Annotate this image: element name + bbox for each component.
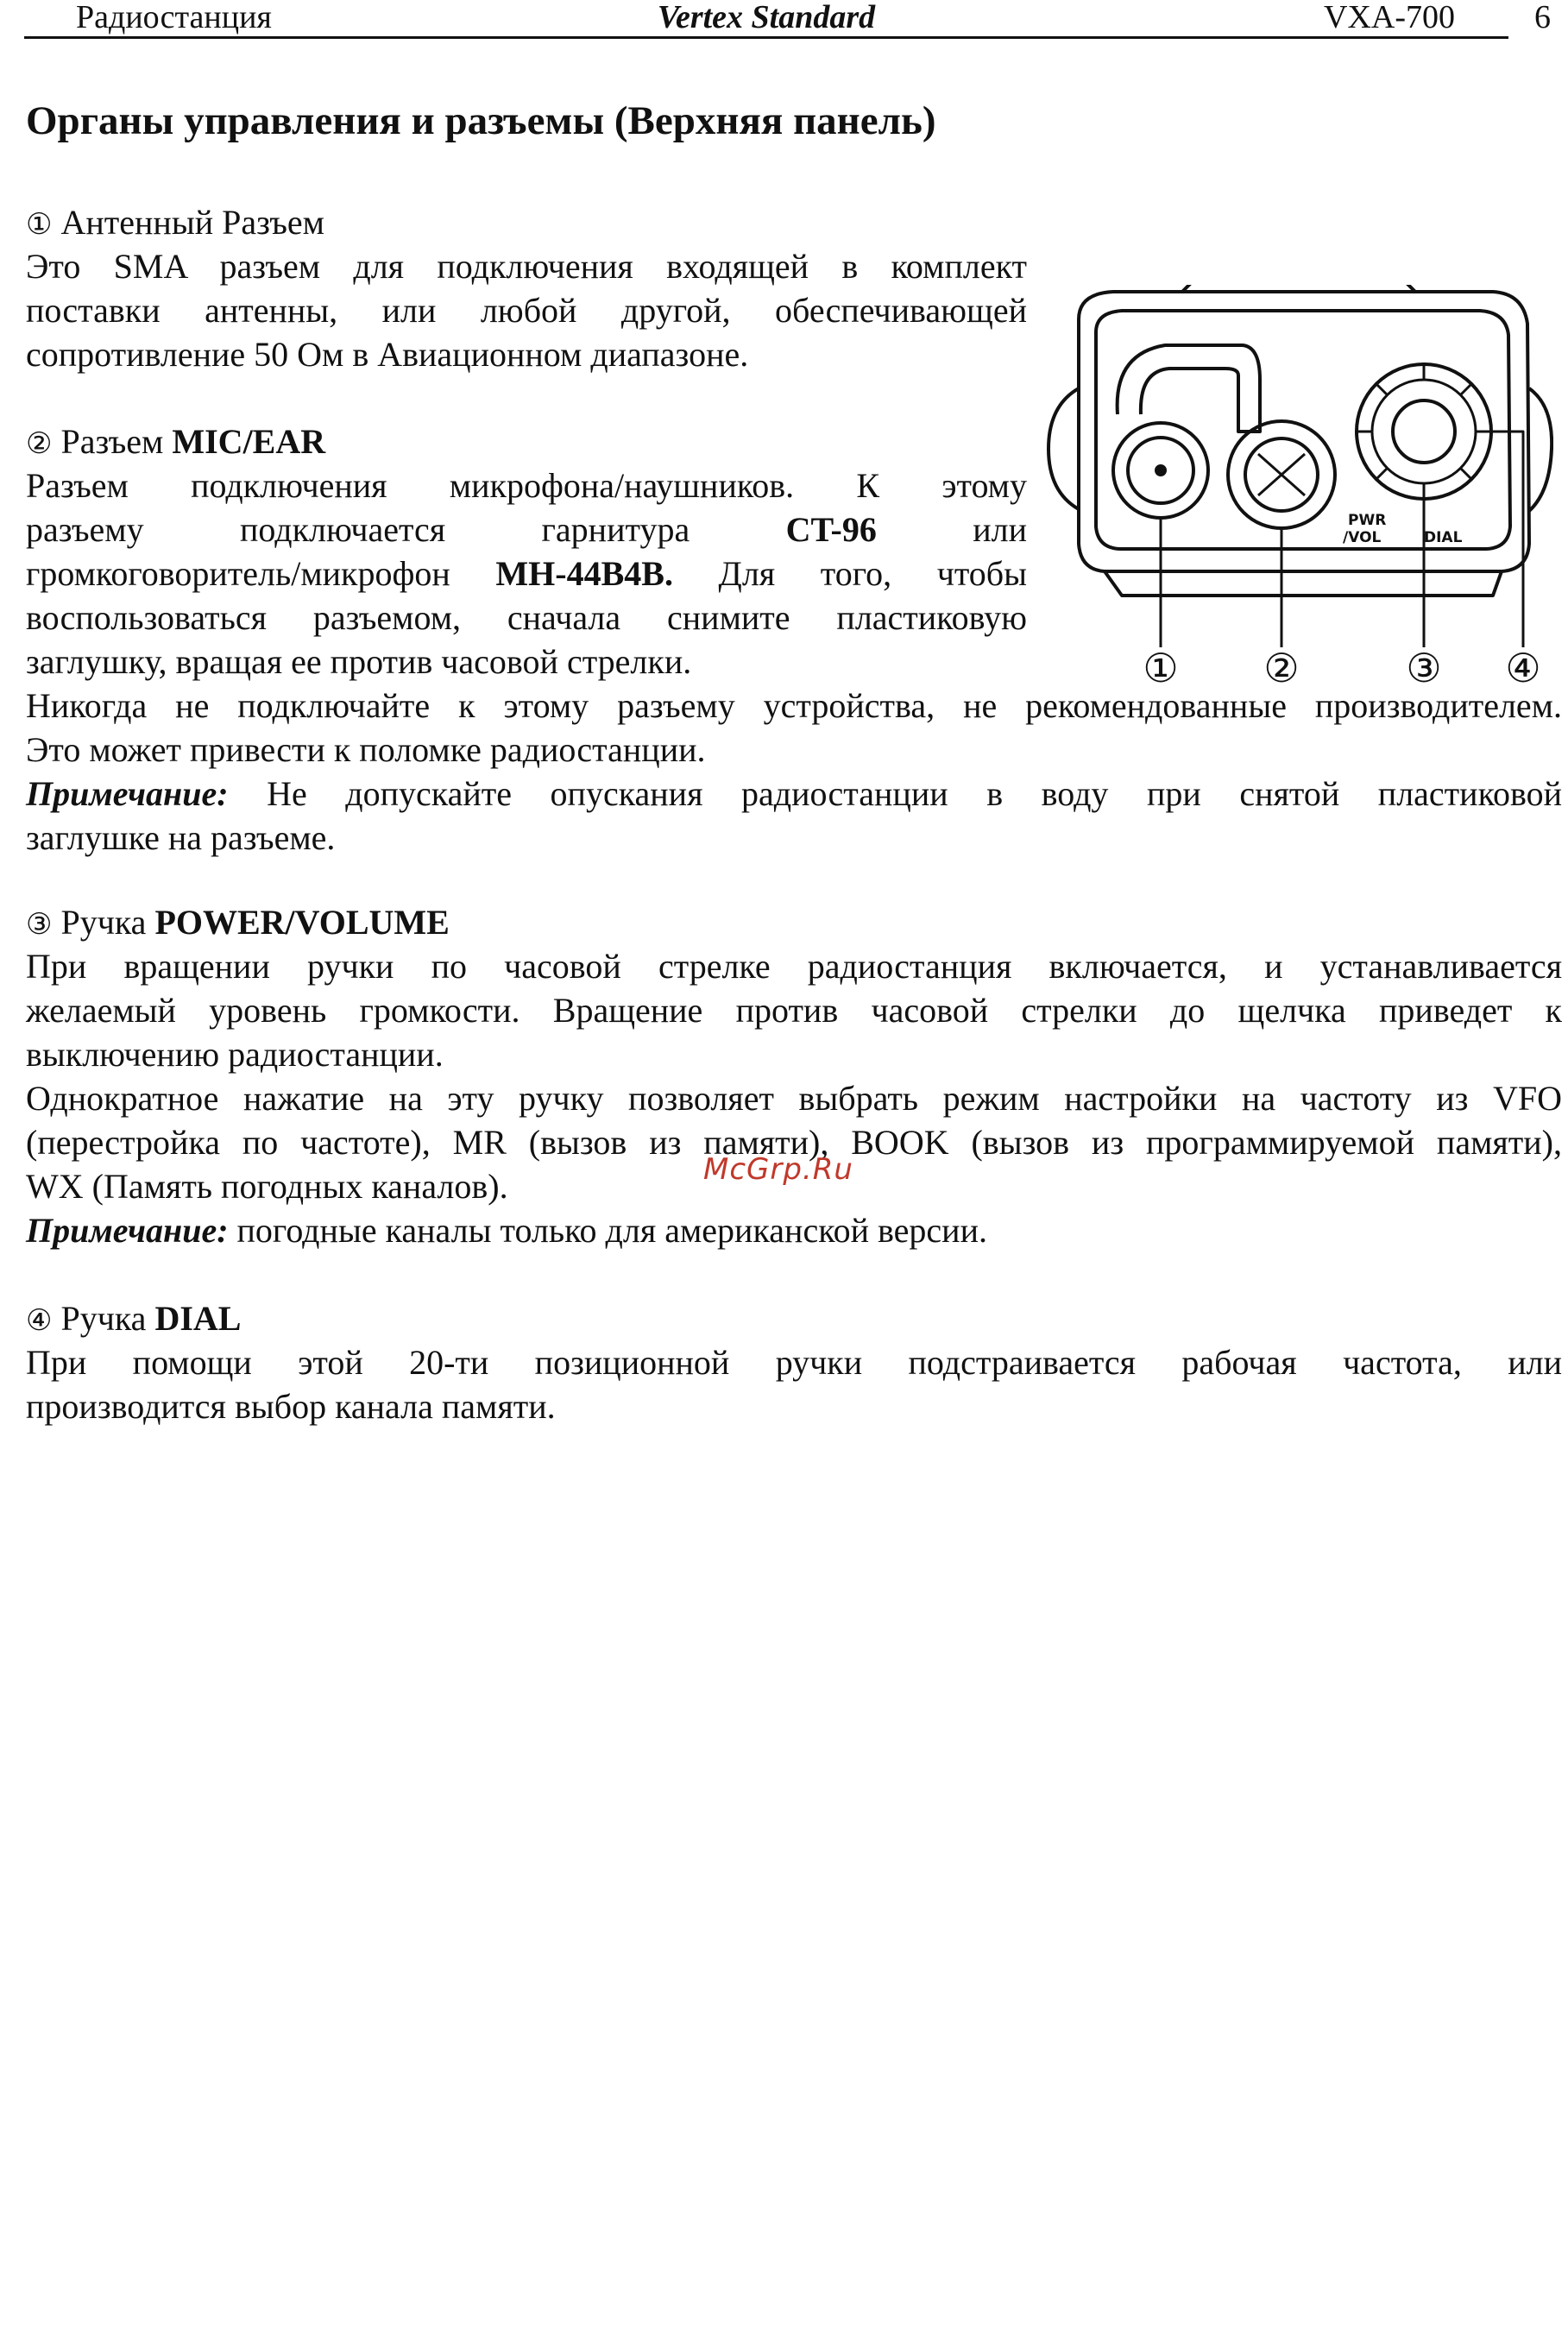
note-text: погодные каналы только для американской версии.: [228, 1211, 987, 1250]
callout-3: ③: [1406, 645, 1442, 690]
section2-line: Разъем подключения микрофона/наушников. К этому: [26, 466, 1027, 505]
section3-title-bold: POWER/VOLUME: [154, 903, 450, 942]
note-label: Примечание:: [26, 1211, 229, 1250]
jack-cross: [1258, 454, 1305, 495]
warning-line: Это может привести к поломке радиостанции.: [26, 730, 706, 769]
header-brand: Vertex Standard: [657, 0, 876, 35]
left-grip: [1048, 388, 1079, 509]
section3-line: При вращении ручки по часовой стрелке радиостанция включается, и устанавливается: [26, 947, 1562, 986]
section3-title-prefix: Ручка: [60, 903, 155, 942]
callout-2: ②: [1263, 645, 1300, 690]
section3-line: выключению радиостанции.: [26, 1035, 444, 1074]
section4-line: производится выбор канала памяти.: [26, 1387, 556, 1426]
section4-number: ④: [26, 1303, 53, 1338]
section3-number: ③: [26, 907, 53, 942]
section1-line: сопротивление 50 Ом в Авиационном диапазоне.: [26, 335, 749, 374]
section2-line: заглушку, вращая ее против часовой стрелки.: [26, 642, 692, 681]
section3-line: Однократное нажатие на эту ручку позволяет выбрать режим настройки на частоту из VFO: [26, 1079, 1562, 1118]
header-model: VXA-700: [1324, 0, 1455, 35]
note-line: [26, 1208, 1562, 1252]
text-span: Для того, чтобы: [672, 554, 1027, 593]
section4-body: [26, 1340, 1562, 1428]
right-grip: [1529, 388, 1552, 511]
note-line: [26, 772, 1562, 816]
knob-label-vol: /VOL: [1343, 529, 1382, 546]
section2-title-bold: MIC/EAR: [172, 422, 326, 461]
section1-body: [26, 244, 1027, 376]
section2-note: [26, 772, 1562, 860]
section3-heading: [26, 900, 450, 947]
knob-ring: [1372, 380, 1476, 483]
text-span: или: [876, 510, 1027, 549]
note-text: Не допускайте опускания радиостанции в воду при снятой пластиковой: [228, 774, 1562, 813]
knob-center: [1393, 400, 1455, 463]
antenna-pin: [1156, 466, 1165, 475]
model-ct96: CT-96: [785, 510, 877, 549]
section1-line: поставки антенны, или любой другой, обеспечивающей: [26, 291, 1027, 330]
section2-body: [26, 463, 1027, 684]
watermark: McGrp.Ru: [703, 1152, 853, 1187]
text-span: разъему подключается гарнитура: [26, 510, 786, 549]
callout-4: ④: [1505, 645, 1541, 690]
section2-heading: [26, 419, 325, 466]
section3-line: (перестройка по частоте), MR (вызов из памяти), BOOK (вызов из программируемой памяти),: [26, 1123, 1562, 1162]
section1-line: Это SMA разъем для подключения входящей в комплект: [26, 247, 1027, 286]
page-header: [24, 0, 1508, 39]
knob-label-pwr: PWR: [1348, 512, 1387, 529]
section4-line: При помощи этой 20-ти позиционной ручки подстраивается рабочая частота, или: [26, 1343, 1562, 1382]
text-span: громкоговоритель/микрофон: [26, 554, 496, 593]
cap-strap: [1118, 345, 1260, 432]
section4-title-bold: DIAL: [154, 1299, 242, 1338]
section2-number: ②: [26, 426, 53, 461]
section2-line: воспользоваться разъемом, сначала снимите пластиковую: [26, 598, 1027, 637]
section4-heading: [26, 1296, 241, 1343]
section2-warning: [26, 684, 1562, 772]
note-label: Примечание:: [26, 774, 229, 813]
model-mh44b4b: MH-44B4B.: [495, 554, 673, 593]
section1-title: Антенный Разъем: [60, 203, 324, 242]
radio-top-panel-figure: [1044, 285, 1553, 690]
section3-body: [26, 944, 1562, 1252]
section4-title-prefix: Ручка: [60, 1299, 155, 1338]
section1-number: ①: [26, 207, 53, 242]
page-title: Органы управления и разъемы (Верхняя панель): [26, 98, 936, 143]
section2-line: [26, 552, 1027, 596]
page-number: 6: [1534, 0, 1551, 35]
note-line: заглушке на разъеме.: [26, 818, 336, 857]
header-left: Радиостанция: [76, 0, 272, 35]
knob-label-dial: DIAL: [1424, 529, 1463, 546]
section1-heading: [26, 200, 324, 247]
section2-title-prefix: Разъем: [60, 422, 173, 461]
callout-1: ①: [1143, 645, 1179, 690]
warning-line: Никогда не подключайте к этому разъему устройства, не рекомендованные производителем.: [26, 686, 1562, 725]
section3-line: желаемый уровень громкости. Вращение против часовой стрелки до щелчка приведет к: [26, 991, 1562, 1030]
bottom-bevel: [1105, 571, 1502, 596]
knob-ridges: [1357, 364, 1491, 499]
section2-line: [26, 507, 1027, 552]
section3-line: WX (Память погодных каналов).: [26, 1167, 508, 1206]
